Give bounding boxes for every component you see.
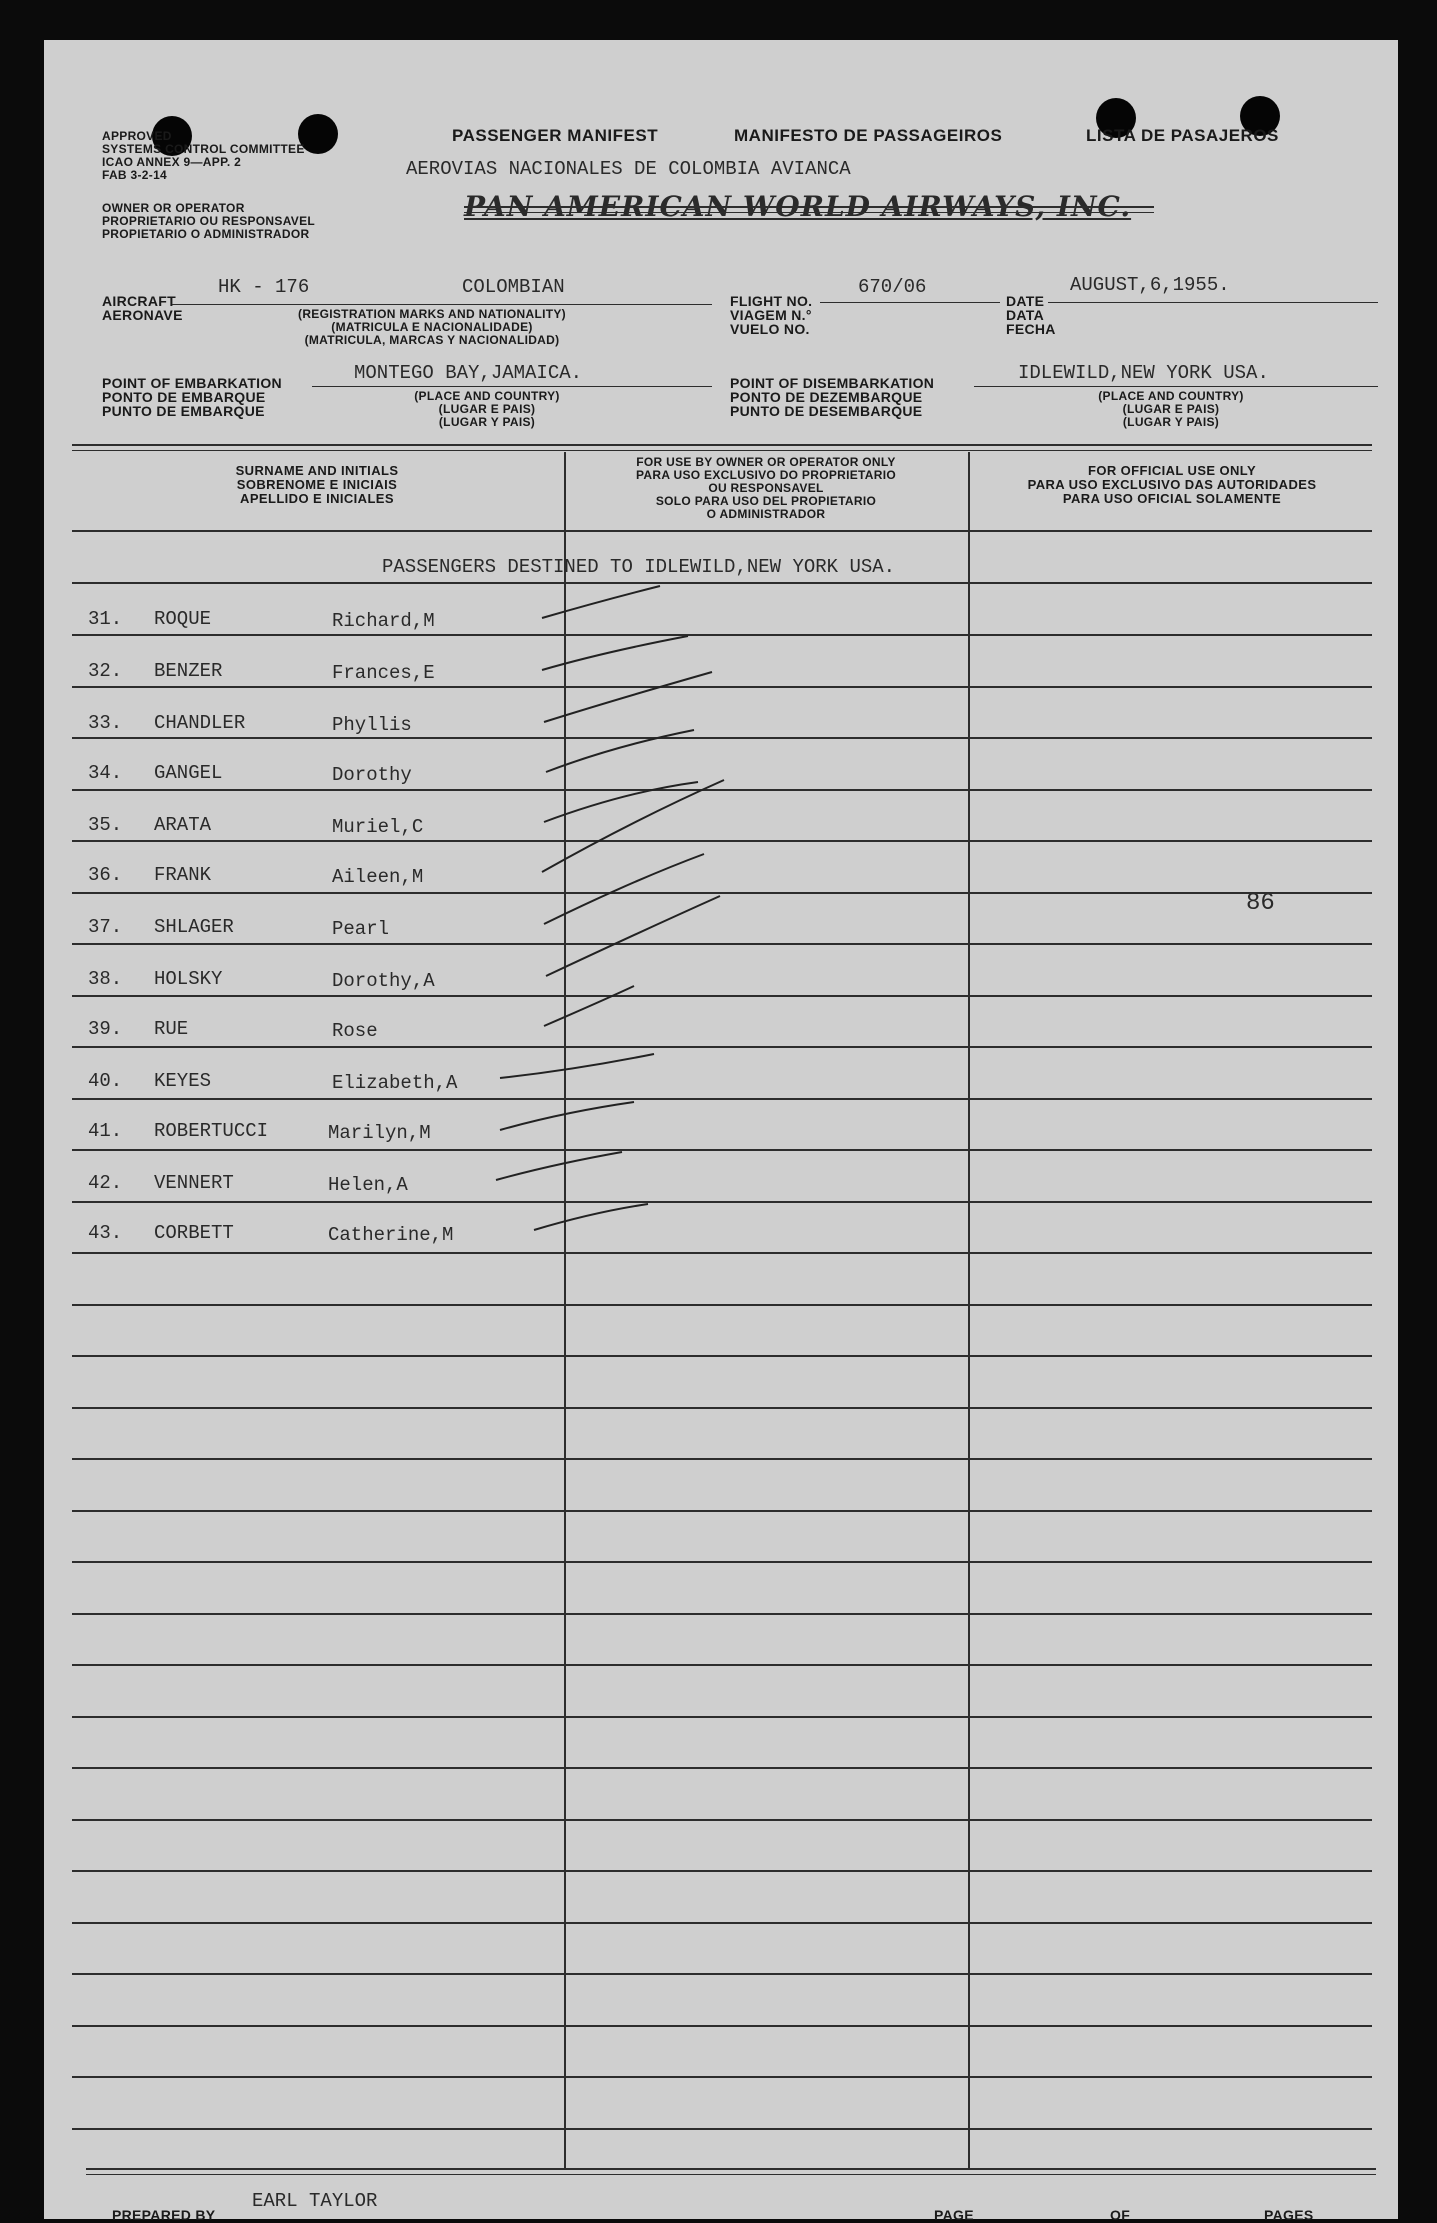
row-rule — [72, 1664, 1372, 1666]
check-mark — [542, 586, 660, 618]
row-number: 43. — [88, 1222, 123, 1244]
row-rule — [72, 634, 1372, 636]
column-divider — [968, 452, 970, 2170]
table-top-rule — [72, 444, 1372, 446]
passenger-given-name: Phyllis — [332, 714, 412, 736]
passenger-surname: FRANK — [154, 864, 212, 886]
row-rule — [72, 2076, 1372, 2078]
passenger-given-name: Frances,E — [332, 662, 435, 684]
row-number: 31. — [88, 608, 123, 630]
passenger-given-name: Dorothy — [332, 764, 412, 786]
passenger-surname: CHANDLER — [154, 712, 246, 734]
check-mark — [534, 1204, 648, 1230]
row-rule — [72, 1355, 1372, 1357]
row-rule — [72, 1819, 1372, 1821]
row-rule — [72, 1098, 1372, 1100]
flight-underline — [820, 302, 1000, 303]
column-divider — [564, 452, 566, 2170]
passenger-surname: ROQUE — [154, 608, 212, 630]
table-bottom-rule — [86, 2174, 1376, 2175]
row-rule — [72, 737, 1372, 739]
registration-caption: (REGISTRATION MARKS AND NATIONALITY) (MATRICULA E NACIONALIDADE) (MATRICULA, MARCAS Y NACIONALIDAD) — [298, 307, 566, 347]
approval-block: APPROVED SYSTEMS CONTROL COMMITTEE ICAO ANNEX 9—APP. 2 FAB 3-2-14 — [102, 129, 305, 182]
flight-value: 670/06 — [858, 276, 927, 298]
check-mark — [544, 672, 712, 722]
pages-label: PAGES — [1264, 2207, 1314, 2223]
manifest-page — [44, 40, 1398, 2223]
row-rule — [72, 1510, 1372, 1512]
row-rule — [72, 1252, 1372, 1254]
passenger-given-name: Aileen,M — [332, 866, 424, 888]
row-number: 39. — [88, 1018, 123, 1040]
row-rule — [72, 582, 1372, 584]
surname-column-header: SURNAME AND INITIALS SOBRENOME E INICIAIS APELLIDO E INICIALES — [235, 463, 399, 506]
aircraft-value: HK - 176 — [218, 276, 310, 298]
row-rule — [72, 892, 1372, 894]
row-rule — [72, 1973, 1372, 1975]
destination-note: PASSENGERS DESTINED TO IDLEWILD,NEW YORK USA. — [382, 556, 896, 578]
row-rule — [72, 686, 1372, 688]
aircraft-label: AIRCRAFT AERONAVE — [102, 293, 183, 323]
row-number: 35. — [88, 814, 123, 836]
passenger-surname: CORBETT — [154, 1222, 234, 1244]
operator-typed: AEROVIAS NACIONALES DE COLOMBIA AVIANCA — [406, 158, 851, 180]
row-number: 37. — [88, 916, 123, 938]
operator-struck: PAN AMERICAN WORLD AIRWAYS, INC. — [464, 190, 1132, 223]
prepared-by-value: EARL TAYLOR — [252, 2190, 378, 2212]
passenger-given-name: Dorothy,A — [332, 970, 435, 992]
check-mark — [546, 896, 720, 976]
passenger-surname: HOLSKY — [154, 968, 223, 990]
row-rule — [72, 1046, 1372, 1048]
row-number: 32. — [88, 660, 123, 682]
aircraft-underline — [172, 304, 712, 305]
date-underline — [1048, 302, 1378, 303]
disembark-place-caption: (PLACE AND COUNTRY) (LUGAR E PAIS) (LUGAR Y PAIS) — [1098, 389, 1244, 429]
row-number: 42. — [88, 1172, 123, 1194]
passenger-surname: SHLAGER — [154, 916, 234, 938]
passenger-given-name: Catherine,M — [328, 1224, 454, 1246]
check-mark — [500, 1102, 634, 1130]
table-bottom-rule — [86, 2168, 1376, 2170]
row-rule — [72, 1458, 1372, 1460]
embark-place-caption: (PLACE AND COUNTRY) (LUGAR E PAIS) (LUGAR Y PAIS) — [414, 389, 560, 429]
row-rule — [72, 1561, 1372, 1563]
row-number: 33. — [88, 712, 123, 734]
owner-operator-label: OWNER OR OPERATOR PROPRIETARIO OU RESPONSAVEL PROPIETARIO O ADMINISTRADOR — [102, 201, 316, 241]
check-mark — [544, 854, 704, 924]
passenger-given-name: Helen,A — [328, 1174, 408, 1196]
row-number: 34. — [88, 762, 123, 784]
strike-line — [464, 206, 1154, 208]
passenger-surname: RUE — [154, 1018, 189, 1040]
official-note: 86 — [1246, 890, 1275, 917]
row-rule — [72, 1716, 1372, 1718]
embarkation-value: MONTEGO BAY,JAMAICA. — [354, 362, 583, 384]
passenger-given-name: Elizabeth,A — [332, 1072, 458, 1094]
passenger-surname: ROBERTUCCI — [154, 1120, 269, 1142]
passenger-given-name: Pearl — [332, 918, 390, 940]
disembarkation-value: IDLEWILD,NEW YORK USA. — [1018, 362, 1269, 384]
passenger-surname: BENZER — [154, 660, 223, 682]
row-rule — [72, 840, 1372, 842]
passenger-surname: KEYES — [154, 1070, 212, 1092]
header-bottom-rule — [72, 530, 1372, 532]
prepared-by-label: PREPARED BY — [112, 2207, 216, 2223]
date-label: DATE DATA FECHA — [1006, 293, 1056, 337]
row-rule — [72, 1407, 1372, 1409]
title-pt: MANIFESTO DE PASSAGEIROS — [734, 126, 1003, 145]
row-rule — [72, 1201, 1372, 1203]
passenger-given-name: Rose — [332, 1020, 378, 1042]
date-value: AUGUST,6,1955. — [1070, 274, 1230, 296]
check-mark — [496, 1152, 622, 1180]
page-label: PAGE — [934, 2207, 974, 2223]
check-mark — [542, 780, 724, 872]
passenger-given-name: Muriel,C — [332, 816, 424, 838]
passenger-surname: ARATA — [154, 814, 212, 836]
row-rule — [72, 789, 1372, 791]
row-rule — [72, 1922, 1372, 1924]
row-rule — [72, 1613, 1372, 1615]
operator-column-header: FOR USE BY OWNER OR OPERATOR ONLY PARA USO EXCLUSIVO DO PROPRIETARIO OU RESPONSAVEL SOLO PARA USO DEL PROPIETARIO O ADMINISTRADOR — [635, 455, 896, 521]
table-top-rule — [72, 450, 1372, 451]
passenger-given-name: Marilyn,M — [328, 1122, 431, 1144]
disembarkation-label: POINT OF DISEMBARKATION PONTO DE DEZEMBARQUE PUNTO DE DESEMBARQUE — [730, 375, 935, 419]
row-number: 38. — [88, 968, 123, 990]
row-rule — [72, 1870, 1372, 1872]
row-rule — [72, 2025, 1372, 2027]
title-es: LISTA DE PASAJEROS — [1086, 126, 1279, 145]
row-rule — [72, 1767, 1372, 1769]
passenger-surname: GANGEL — [154, 762, 223, 784]
row-number: 36. — [88, 864, 123, 886]
flight-label: FLIGHT NO. VIAGEM N.° VUELO NO. — [730, 293, 813, 337]
title-en: PASSENGER MANIFEST — [452, 126, 659, 145]
row-rule — [72, 1149, 1372, 1151]
embarkation-underline — [312, 386, 712, 387]
disembarkation-underline — [974, 386, 1378, 387]
strike-line — [464, 212, 1154, 213]
nationality-value: COLOMBIAN — [462, 276, 565, 298]
check-mark — [500, 1054, 654, 1078]
row-rule — [72, 943, 1372, 945]
row-rule — [72, 1304, 1372, 1306]
row-rule — [72, 2128, 1372, 2130]
check-mark — [544, 986, 634, 1026]
row-number: 41. — [88, 1120, 123, 1142]
embarkation-label: POINT OF EMBARKATION PONTO DE EMBARQUE PUNTO DE EMBARQUE — [102, 375, 282, 419]
passenger-given-name: Richard,M — [332, 610, 435, 632]
row-rule — [72, 995, 1372, 997]
of-label: OF — [1110, 2207, 1131, 2223]
row-number: 40. — [88, 1070, 123, 1092]
official-column-header: FOR OFFICIAL USE ONLY PARA USO EXCLUSIVO DAS AUTORIDADES PARA USO OFICIAL SOLAMENTE — [1027, 463, 1317, 506]
passenger-surname: VENNERT — [154, 1172, 234, 1194]
